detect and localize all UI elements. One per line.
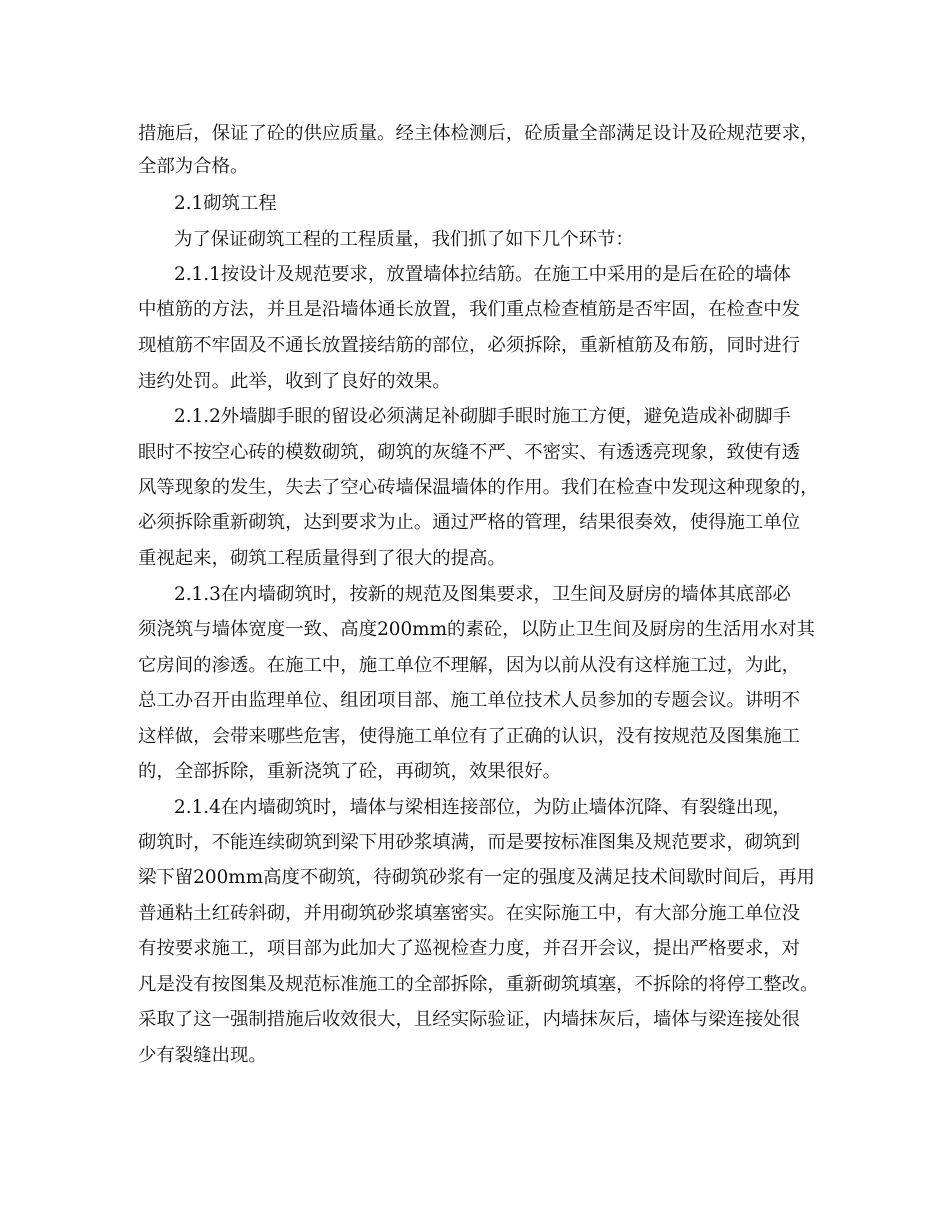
paragraph-line: 总工办召开由监理单位、组团项目部、施工单位技术人员参加的专题会议。讲明不 bbox=[138, 690, 801, 711]
paragraph-line: 必须拆除重新砌筑，达到要求为止。通过严格的管理，结果很奏效，使得施工单位 bbox=[138, 512, 801, 533]
paragraph-line: 为了保证砌筑工程的工程质量，我们抓了如下几个环节： bbox=[174, 229, 634, 250]
paragraph-line: 全部为合格。 bbox=[138, 156, 249, 177]
paragraph-line: 梁下留200mm高度不砌筑，待砌筑砂浆有一定的强度及满足技术间歇时间后，再用 bbox=[138, 867, 815, 888]
paragraph-line: 2.1.4在内墙砌筑时，墙体与梁相连接部位，为防止墙体沉降、有裂缝出现， bbox=[174, 797, 791, 818]
paragraph-line: 2.1.2外墙脚手眼的留设必须满足补砌脚手眼时施工方便，避免造成补砌脚手 bbox=[174, 406, 791, 427]
paragraph-line: 中植筋的方法，并且是沿墙体通长放置，我们重点检查植筋是否牢固，在检查中发 bbox=[138, 299, 801, 320]
paragraph-line: 2.1.3在内墙砌筑时，按新的规范及图集要求，卫生间及厨房的墙体其底部必 bbox=[174, 584, 791, 605]
paragraph-line: 普通粘土红砖斜砌，并用砌筑砂浆填塞密实。在实际施工中，有大部分施工单位没 bbox=[138, 903, 801, 924]
paragraph-line: 它房间的渗透。在施工中，施工单位不理解，因为以前从没有这样施工过，为此， bbox=[138, 655, 801, 676]
paragraph-line: 风等现象的发生，失去了空心砖墙保温墙体的作用。我们在检查中发现这种现象的， bbox=[138, 477, 819, 498]
paragraph-line: 措施后，保证了砼的供应质量。经主体检测后，砼质量全部满足设计及砼规范要求， bbox=[138, 123, 819, 144]
paragraph-line: 眼时不按空心砖的模数砌筑，砌筑的灰缝不严、不密实、有透透亮现象，致使有透 bbox=[138, 442, 801, 463]
paragraph-line: 有按要求施工，项目部为此加大了巡视检查力度，并召开会议，提出严格要求，对 bbox=[138, 938, 801, 959]
paragraph-line: 违约处罚。此举，收到了良好的效果。 bbox=[138, 371, 451, 392]
paragraph-line: 须浇筑与墙体宽度一致、高度200mm的素砼，以防止卫生间及厨房的生活用水对其 bbox=[138, 619, 815, 640]
paragraph-line: 现植筋不牢固及不通长放置接结筋的部位，必须拆除，重新植筋及布筋，同时进行 bbox=[138, 335, 801, 356]
paragraph-line: 重视起来，砌筑工程质量得到了很大的提高。 bbox=[138, 548, 506, 569]
paragraph-line: 凡是没有按图集及规范标准施工的全部拆除，重新砌筑填塞，不拆除的将停工整改。 bbox=[138, 974, 819, 995]
paragraph-line: 砌筑时，不能连续砌筑到梁下用砂浆填满，而是要按标准图集及规范要求，砌筑到 bbox=[138, 832, 801, 853]
paragraph-line: 2.1.1按设计及规范要求，放置墙体拉结筋。在施工中采用的是后在砼的墙体 bbox=[174, 264, 791, 285]
section-heading: 2.1砌筑工程 bbox=[174, 193, 277, 214]
paragraph-line: 少有裂缝出现。 bbox=[138, 1045, 267, 1066]
paragraph-line: 这样做，会带来哪些危害，使得施工单位有了正确的认识，没有按规范及图集施工 bbox=[138, 726, 801, 747]
paragraph-line: 采取了这一强制措施后收效很大，且经实际验证，内墙抹灰后，墙体与梁连接处很 bbox=[138, 1009, 801, 1030]
paragraph-line: 的，全部拆除，重新浇筑了砼，再砌筑，效果很好。 bbox=[138, 761, 561, 782]
